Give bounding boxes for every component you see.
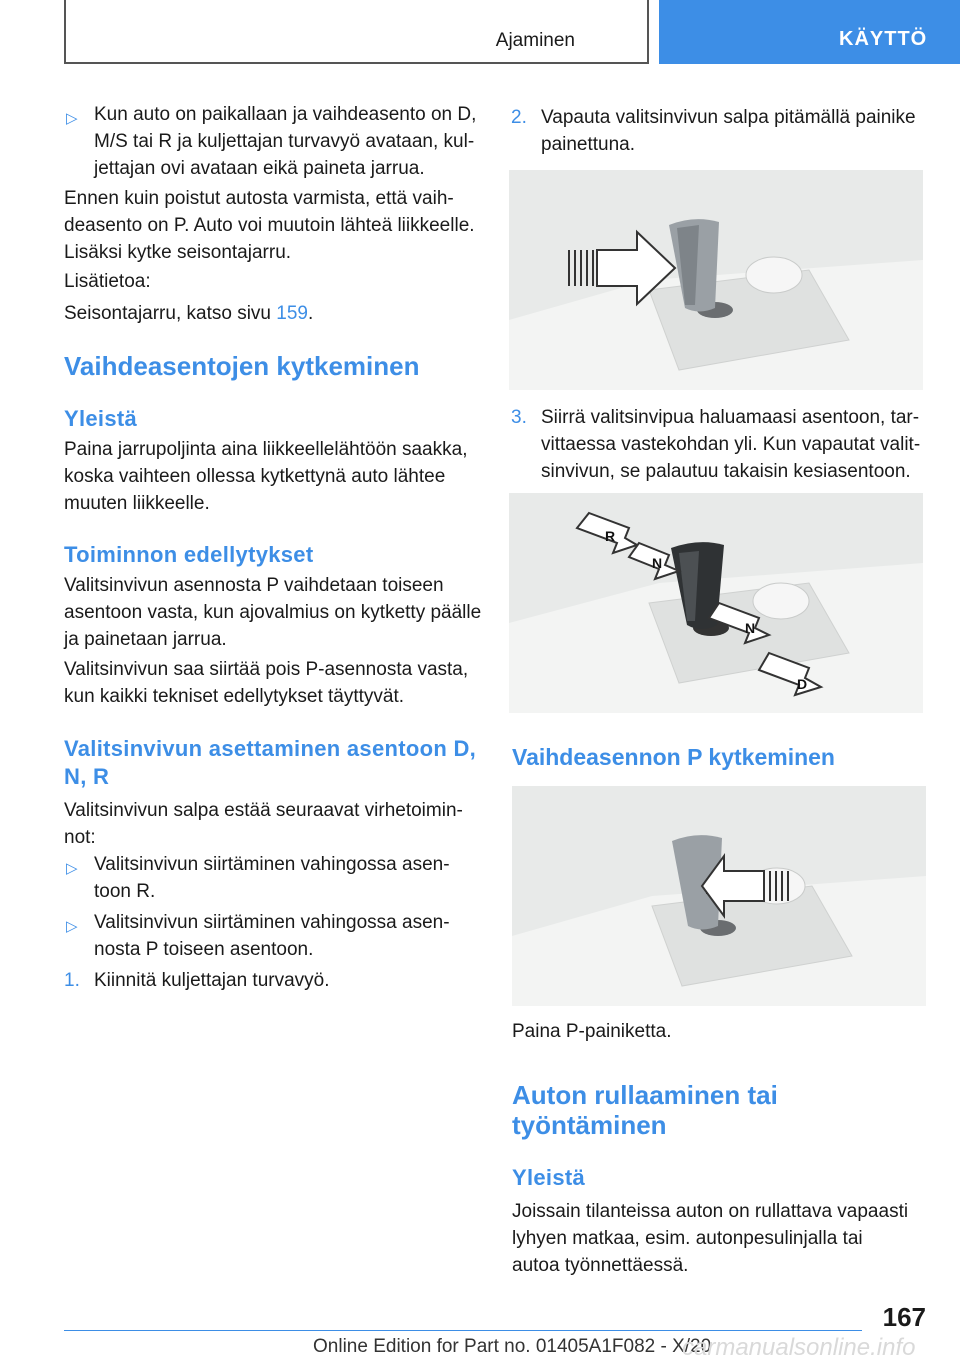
paragraph: [64, 300, 313, 327]
subsection-heading: Valitsinvivun asettaminen asentoon D, N, R: [64, 736, 477, 789]
figure-caption: Paina P-painiketta.: [512, 1021, 672, 1042]
section-title: Ajaminen: [495, 30, 575, 51]
page-number: 167: [882, 1302, 926, 1332]
step-number: 3.: [511, 407, 527, 428]
edition-text: Online Edition for Part no. 01405A1F082 - X/20: [313, 1336, 712, 1357]
bullet-icon: ▷: [66, 110, 78, 127]
bullet-icon: ▷: [66, 918, 78, 935]
paragraph: Ennen kuin poistut autosta varmista, että vaih- deasento on P. Auto voi muutoin lähteä liikkeelle. Lisäksi kytke seisontajarru.: [64, 188, 475, 263]
reference-end: .: [307, 303, 314, 324]
paragraph: Paina jarrupoljinta aina liikkeellelähtöön saakka, koska vaihteen ollessa kytkettynä auto lähtee muuten liikkeelle.: [64, 439, 468, 514]
step-text: Kiinnitä kuljettajan turvavyö.: [94, 970, 330, 991]
step-number: 1.: [64, 970, 80, 991]
section-heading: Vaihdeasennon P kytkeminen: [512, 744, 835, 770]
subsection-heading: Yleistä: [512, 1165, 586, 1190]
figure-release-button: [509, 170, 923, 390]
bullet-text: Kun auto on paikallaan ja vaihdeasento on D, M/S tai R ja kuljettajan turvavyö avataan, kul- jettajan ovi avataan eikä paineta jarrua.: [94, 104, 477, 179]
step-text: Siirrä valitsinvipua haluamaasi asentoon, tar- vittaessa vastekohdan yli. Kun vapautat valit- sinvivun, se palautuu takaisin kesiasentoon.: [541, 407, 921, 482]
figure-park-button: [512, 786, 926, 1006]
chapter-tab[interactable]: KÄYTTÖ: [659, 0, 960, 64]
shift-label: N: [652, 555, 663, 571]
watermark: carmanualsonline.info: [682, 1334, 916, 1361]
bullet-icon: ▷: [66, 860, 78, 877]
gear-lever-illustration: [509, 170, 923, 390]
paragraph: Lisätietoa:: [64, 271, 151, 292]
step-text: Vapauta valitsinvivun salpa pitämällä painike painettuna.: [541, 107, 916, 155]
bullet-text: Valitsinvivun siirtäminen vahingossa asen- toon R.: [94, 854, 450, 902]
paragraph: Valitsinvivun salpa estää seuraavat virhetoimin- not:: [64, 800, 463, 848]
step-number: 2.: [511, 107, 527, 128]
shift-label: D: [797, 676, 808, 692]
footer-divider: [64, 1330, 862, 1331]
paragraph: Valitsinvivun saa siirtää pois P-asennosta vasta, kun kaikki tekniset edellytykset täyttyvät.: [64, 659, 469, 707]
bullet-text: Valitsinvivun siirtäminen vahingossa asen- nosta P toiseen asentoon.: [94, 912, 450, 960]
park-button-illustration: [512, 786, 926, 1006]
paragraph: Joissain tilanteissa auton on rullattava vapaasti lyhyen matkaa, esim. autonpesulinjalla tai autoa työnnettäessä.: [512, 1201, 909, 1276]
page-link[interactable]: 159: [276, 303, 308, 324]
shift-pattern-illustration: [509, 493, 923, 713]
header-frame: [64, 0, 649, 64]
subsection-heading: Toiminnon edellytykset: [64, 542, 314, 567]
section-heading: Auton rullaaminen tai työntäminen: [512, 1080, 778, 1140]
section-heading: Vaihdeasentojen kytkeminen: [64, 351, 420, 381]
shift-label: R: [605, 528, 616, 544]
subsection-heading: Yleistä: [64, 406, 138, 431]
paragraph: Valitsinvivun asennosta P vaihdetaan toiseen asentoon vasta, kun ajovalmius on kytketty päälle ja painetaan jarrua.: [64, 575, 482, 650]
shift-label: N: [745, 620, 756, 636]
reference-text: Seisontajarru, katso sivu: [64, 303, 277, 324]
figure-shift-positions: [509, 493, 923, 713]
